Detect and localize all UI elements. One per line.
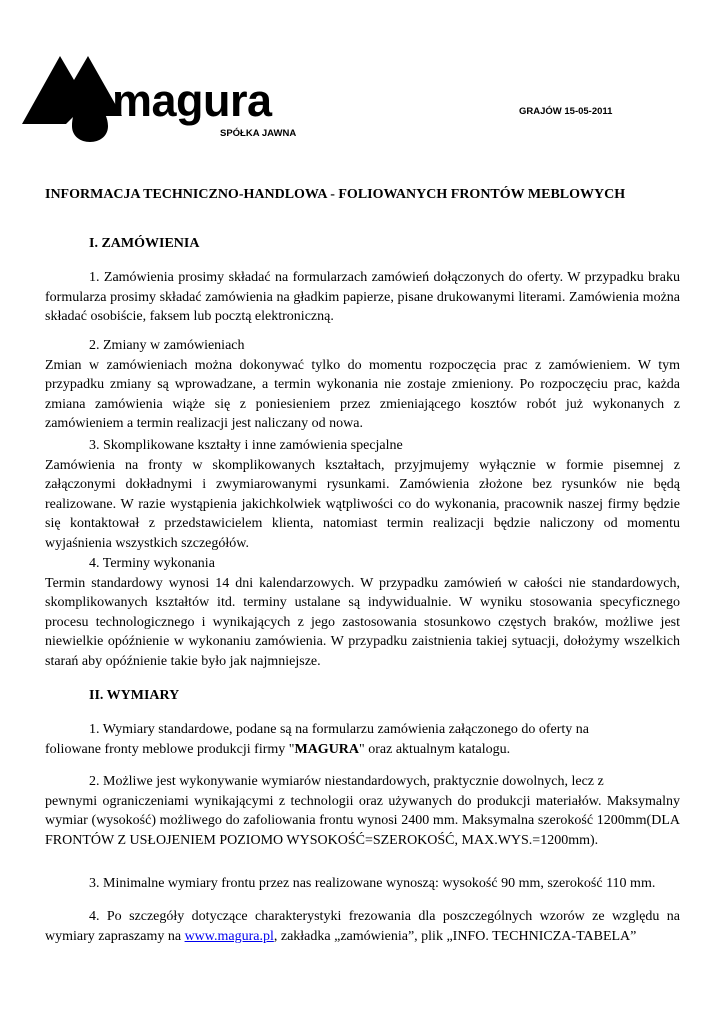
dimensions-paragraph-1 xyxy=(45,720,680,759)
orders-p2-body: Zmian w zamówieniach można dokonywać tylko do momentu rozpoczęcia prac z zamówieniem. W tym przypadku zmiany są wprowadzane, a termin wykonania nie zostaje zmieniony. Po rozpoczęciu prac, każda zmiana zamówienia wiąże się z poniesieniem przez zmieniającego kosztów robót już wykonanych z zamówieniem a termin realizacji jest naliczany od nowa. xyxy=(45,357,680,431)
dimensions-paragraph-4 xyxy=(45,907,680,946)
dimensions-p2-line1: 2. Możliwe jest wykonywanie wymiarów niestandardowych, praktycznie dowolnych, lecz z xyxy=(89,774,604,789)
orders-paragraph-2 xyxy=(45,336,680,434)
orders-p3-body: Zamówienia na fronty w skomplikowanych kształtach, przyjmujemy wyłącznie w formie pisemnej z załączonymi dokładnymi i zwymiarowanymi rysunkami. Zamówienia złożone bez rysunków nie będą realizowane. W razie wystąpienia jakichkolwiek wątpliwości co do wykonania, pracownik naszej firmy będzie się kontaktował z przedstawicielem klienta, natomiast termin realizacji będzie naliczony od momentu wyjaśnienia wszystkich szczegółów. xyxy=(45,457,680,551)
dimensions-p1-text-b: " oraz aktualnym katalogu. xyxy=(359,741,511,757)
orders-p2-title: 2. Zmiany w zamówieniach xyxy=(89,338,245,353)
website-link[interactable]: www.magura.pl xyxy=(184,928,274,944)
dimensions-paragraph-2 xyxy=(45,772,680,850)
dimensions-p4-text xyxy=(45,907,680,946)
orders-p4-body: Termin standardowy wynosi 14 dni kalendarzowych. W przypadku zamówień w całości nie standardowych, skomplikowanych kształtów itd. terminy ustalane są indywidualnie. W wyniku stosowania specyficznego procesu technologicznego i wynikających z jego zastosowania stosunkowo częstych braków, możliwe jest niewielkie opóźnienie w wykonaniu zamówienia. W przypadku zaistnienia takiej sytuacji, dołożymy wszelkich starań aby opóźnienie takie było jak najmniejsze. xyxy=(45,575,680,669)
orders-p4-title: 4. Terminy wykonania xyxy=(89,556,215,571)
document-date: GRAJÓW 15-05-2011 xyxy=(519,106,613,117)
dimensions-p1-text-a: foliowane fronty meblowe produkcji firmy " xyxy=(45,741,295,757)
dimensions-p2-body: pewnymi ograniczeniami wynikającymi z technologii oraz używanych do produkcji materiałów. Maksymalny wymiar (wysokość) możliwego do zafoliowania frontu wynosi 2400 mm. Maksymalna szerokość 1200mm(DLA FRONTÓW Z USŁOJENIEM POZIOMO WYSOKOŚĆ=SZEROKOŚĆ, MAX.WYS.=1200mm). xyxy=(45,793,680,848)
dimensions-p4-text-a: 4. Po szczegóły dotyczące charakterystyki frezowania dla poszczególnych wzorów ze względu na wymiary zapraszamy na xyxy=(45,909,680,944)
orders-paragraph-4 xyxy=(45,554,680,671)
dimensions-p4-text-b: , zakładka „zamówienia”, plik „INFO. TECHNICZA-TABELA” xyxy=(273,928,637,944)
dimensions-p1-line2 xyxy=(45,740,680,760)
dimensions-p3-text: 3. Minimalne wymiary frontu przez nas realizowane wynoszą: wysokość 90 mm, szerokość 110 mm. xyxy=(89,876,656,891)
logo-wordmark: magura xyxy=(112,75,272,126)
orders-p1-text: 1. Zamówienia prosimy składać na formularzach zamówień dołączonych do oferty. W przypadku braku formularza prosimy składać zamówienia na gładkim papierze, pisane drukowanymi literami. Zamówienia można składać osobiście, faksem lub pocztą elektroniczną. xyxy=(45,270,680,324)
orders-p3-title: 3. Skomplikowane kształty i inne zamówienia specjalne xyxy=(89,438,403,453)
dimensions-p1-line1: 1. Wymiary standardowe, podane są na formularzu zamówienia załączonego do oferty na xyxy=(89,722,589,737)
orders-paragraph-3 xyxy=(45,436,680,553)
document-title: INFORMACJA TECHNICZNO-HANDLOWA - FOLIOWANYCH FRONTÓW MEBLOWYCH xyxy=(45,187,626,202)
orders-paragraph-1 xyxy=(45,268,680,327)
section-heading-dimensions: II. WYMIARY xyxy=(89,688,180,703)
dimensions-paragraph-3 xyxy=(45,874,680,894)
brand-name: MAGURA xyxy=(294,741,360,757)
section-heading-orders: I. ZAMÓWIENIA xyxy=(89,236,200,251)
logo-subtitle: SPÓŁKA JAWNA xyxy=(220,128,297,139)
